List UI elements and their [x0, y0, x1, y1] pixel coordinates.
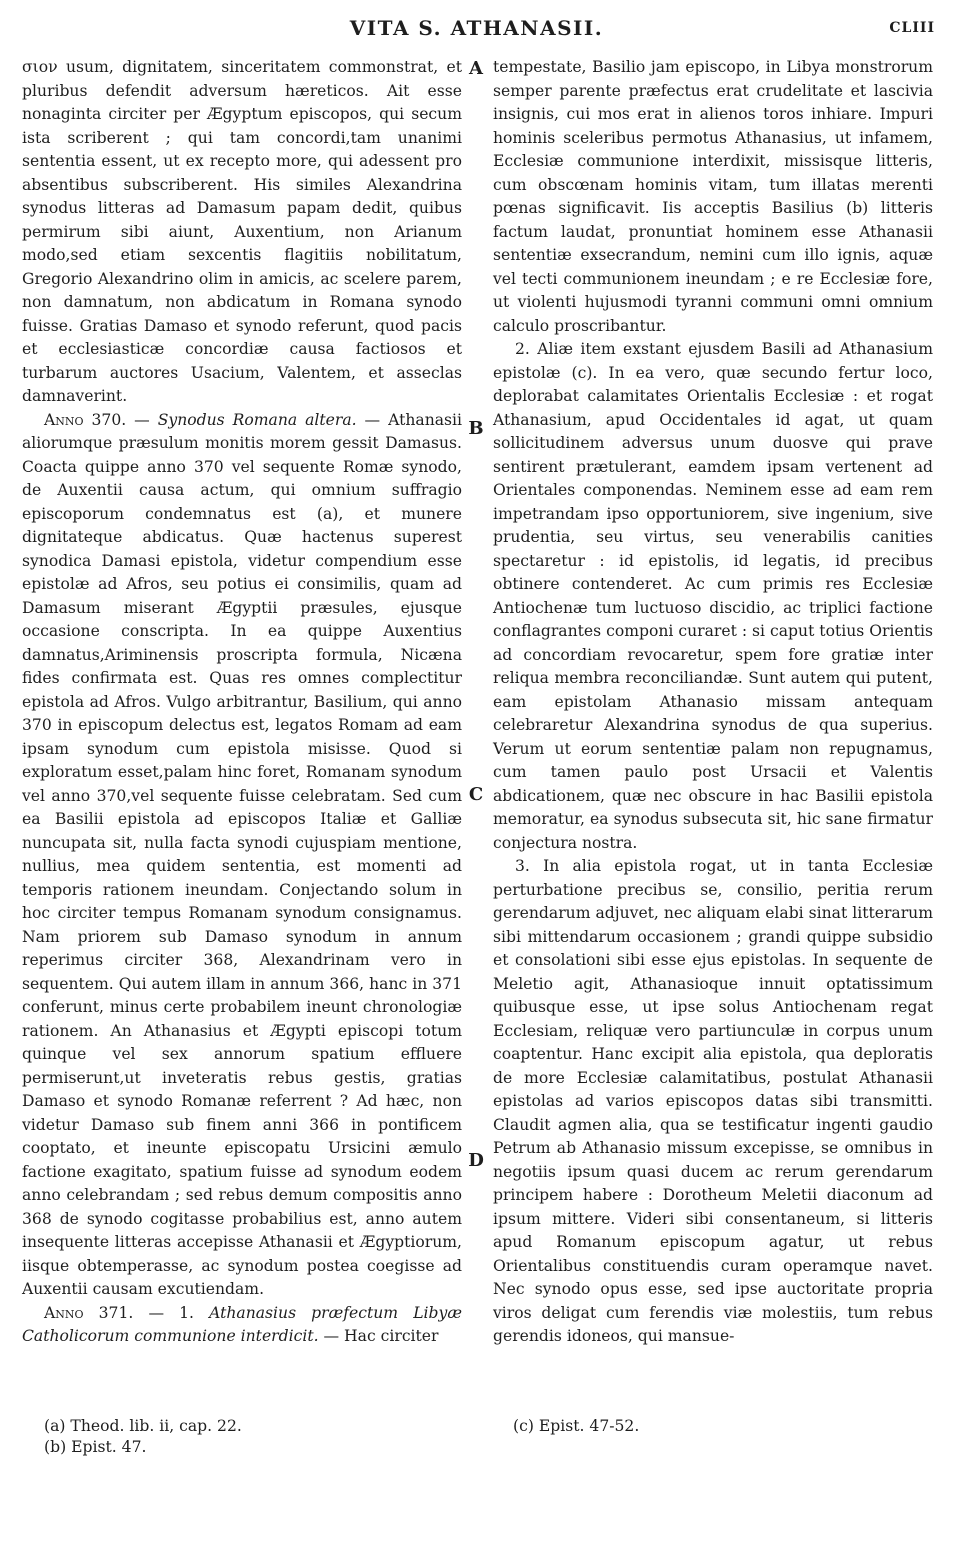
- running-title: VITA S. ATHANASII.: [349, 16, 604, 40]
- margin-letter-d: D: [468, 1150, 484, 1171]
- footnote-b: (b) Epist. 47.: [44, 1438, 147, 1456]
- anno-371-text: — Hac circiter: [318, 1327, 439, 1345]
- anno-370-text: — Athanasii aliorumque præsulum monitis morem gessit Damasus. Coacta quippe anno 370 vel sequente Romæ synodo, de Auxentii causa actum, qui omnium suffragio episcoporum condemnatus est (a), et munere dignitateque abdicatus. Quæ hactenus superest synodica Damasi epistola, videtur compendium esse epistolæ ad Afros, seu potius ei consimilis, quam ad Damasum miserant Ægyptii præsules, ejusque occasione conscripta. In ea quippe Auxentius damnatus,Ariminensis proscripta formula, Nicæna fides confirmata est. Quas res omnes complectitur epistola ad Afros. Vulgo arbitrantur, Basilium, qui anno 370 in episcopum delectus est, legatos Romam ad eam ipsam synodum cum epistola misisse. Quod si exploratum esset,palam hinc foret, Romanam synodum vel anno 370,vel sequente fuisse celebratam. Sed cum ea Basilii epistola ad episcopos Italiæ et Galliæ nuncupata sit, nulla facta synodi cujuspiam mentione, nullius, mea quidem sententia, est momenti ad temporis rationem ineundam. Conjectando solum in hoc circiter tempus Romanam synodum consignamus. Nam priorem sub Damaso synodum in annum reperimus circiter 368, Alexandrinam vero in sequentem. Qui autem illam in annum 366, hanc in 371 conferunt, minus certe probabilem ineunt chronologiæ rationem. An Athanasius et Ægypti episcopi totum quinque vel sex annorum spatium effluere permiserunt,ut inveteratis rebus gestis, gratias Damaso et synodo Romanæ referrent ? Ad hæc, non videtur Damaso sub finem anni 366 in pontificem cooptato, et ineunte episcopatu Ursicini æmulo factione exagitato, spatium fuisse ad synodum eodem anno celebrandam ; sed rebus demum compositis anno 368 de synodo cogitasse probabilius est, anno autem insequente litteras accepisse Athanasii et Ægyptiorum, iisque obtemperasse, ac synodum postea coegisse ad Auxentii causam excutiendam.: [22, 410, 463, 1298]
- margin-letter-c: C: [468, 784, 484, 805]
- footnotes-right: [513, 1416, 639, 1437]
- footnote-c: (c) Epist. 47-52.: [513, 1417, 640, 1435]
- right-paragraph-3: 3. In alia epistola rogat, ut in tanta Ecclesiæ perturbatione precibus se, consilio, peritia rerum gerendarum adjuvet, nec aliquam elabi sinat litterarum sibi mittendarum occasionem ; grandi quippe subsidio et consolationi sibi esse ejus epistolas. In sequente de Meletio agit, Athanasioque innuit optatissimum quibusque esse, ut ipse solus Antiochenam regat Ecclesiam, reliquæ vero partiunculæ in corpus unum coaptentur. Hanc excipit alia epistola, qua deploratis de more Ecclesiæ calamitatibus, postulat Athanasii epistolas ad varios episcopos datas sibi transmitti. Claudit agmen alia, qua se testificatur ingenti gaudio Petrum ab Athanasio missum excepisse, se omnibus in negotiis ipsum quasi ducem ac rerum gerendarum principem habere : Dorotheum Meletii diaconum ad ipsum mittere. Videri sibi consentaneum, si litteris apud Romanum episcopum agatur, ut rebus Orientalibus constituendis curam operamque navet. Nec synodo opus esse, sed ipse auctoritate propria viros deligat cum ferendis viæ molestiis, tum rebus gerendis idoneos, qui mansue-: [493, 857, 933, 1345]
- page-header: [0, 16, 953, 52]
- footnote-a: (a) Theod. lib. ii, cap. 22.: [44, 1417, 242, 1435]
- year-heading-371: Anno 371. — 1.: [44, 1303, 210, 1322]
- left-paragraph-anno-371: [22, 1302, 462, 1349]
- section-title-athanasius: Athanasius præfectum Libyæ Catholicorum communione interdicit.: [22, 1303, 462, 1345]
- section-title-synodus: Synodus Romana altera.: [157, 410, 357, 429]
- margin-letter-b: B: [468, 418, 484, 439]
- right-paragraph-1: tempestate, Basilio jam episcopo, in Libya monstrorum semper parente præfectus erat crudelitate et lascivia insignis, cui mos erat in alienos toros inhiare. Impuri hominis sceleribus permotus Athanasius, ut infamem, Ecclesiæ communione interdixit, missisque litteris, cum obscœnam hominis vitam, tum illatas merenti pœnas significavit. Iis acceptis Basilius (b) litteris factum laudat, pronuntiat hominem esse Athanasii sententiæ exsecrandum, nemini cum illo ignis, aquæ vel tecti communionem ineundam ; e re Ecclesiæ fore, ut violenti hujusmodi tyranni communi omni omnium calculo proscribantur.: [493, 58, 933, 335]
- right-column: [493, 56, 933, 1349]
- right-paragraph-2: 2. Aliæ item exstant ejusdem Basili ad Athanasium epistolæ (c). In ea vero, quæ secundo fertur loco, deplorabat calamitates Orientalis Ecclesiæ : et rogat Athanasium, apud Occidentales id agat, ut quam sollicitudinem adversus unum duosve qui prave sentirent prætulerant, eamdem ipsam vertenent ad Orientales componendas. Neminem esse ad eam rem impetrandam ipso opportuniorem, sive ingenium, sive prudentia, seu virtus, seu venerabilis canities spectaretur : id epistolis, id legatis, id precibus obtinere contenderet. Ac cum primis res Ecclesiæ Antiochenæ tum luctuoso discidio, ac triplici factione conflagrantes componi curaret : si caput totius Orientis ad concordiam revocaretur, spem fore gratiæ inter reliqua membra reconciliandæ. Sunt autem qui putent, eam epistolam Athanasio missam antequam celebraretur Alexandrina synodus de qua superius. Verum ut eorum sententiæ palam non repugnamus, cum tamen paulo post Ursacii et Valentis abdicationem, quæ nec obscure in hac Basilii epistola memoratur, ea synodus subsecuta sit, hic sane firmatur conjectura nostra.: [493, 340, 933, 852]
- page-number: CLIII: [889, 20, 935, 36]
- year-heading-370: Anno 370. —: [44, 410, 158, 429]
- left-paragraph-1: σιον usum, dignitatem, sinceritatem commonstrat, et pluribus defendit adversum hæreticos. Ait esse nonaginta circiter per Ægyptum episcopos, qui secum ista scriberent ; qui tam concordi,tam unanimi sententia essent, ut ex recepto more, qui adessent pro absentibus subscriberent. His similes Alexandrina synodus litteras ad Damasum papam dedit, quibus permirum sibi aiunt, Auxentium, non Arianum modo,sed etiam sexcentis flagitiis nobilitatum, Gregorio Alexandrino olim in amicis, ac scelere parem, non damnatum, non abdicatum in Romana synodo fuisse. Gratias Damaso et synodo referunt, quod pacis et ecclesiasticæ concordiæ causa factiosos et turbarum auctores Usacium, Valentem, et asseclas damnaverint.: [22, 58, 462, 405]
- left-column: [22, 56, 462, 1349]
- footnotes-left: [44, 1416, 242, 1458]
- left-paragraph-anno-370: [22, 409, 462, 1302]
- margin-letter-a: A: [469, 58, 483, 79]
